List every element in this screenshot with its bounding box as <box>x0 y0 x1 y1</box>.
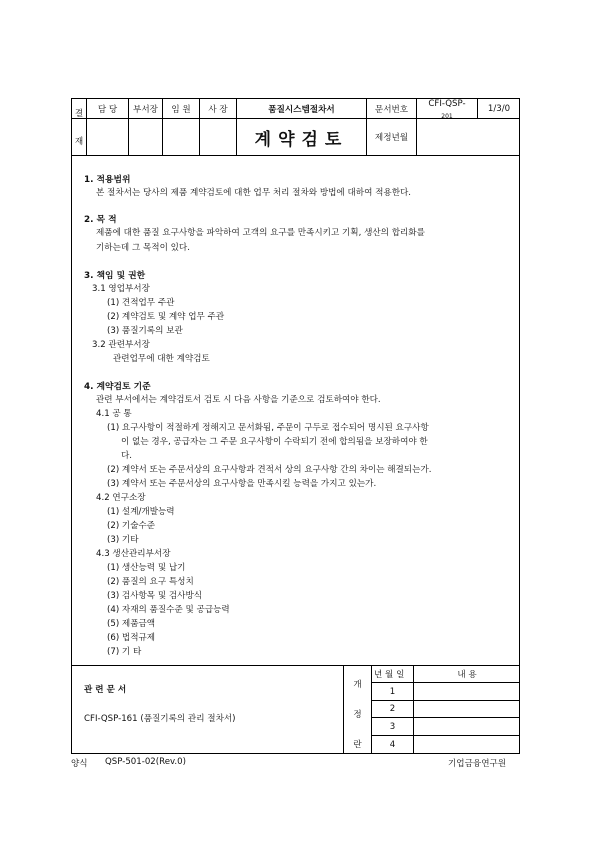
doc-number-value: CFI-QSP- <box>428 99 466 109</box>
approval-label-bottom: 재 <box>74 137 84 147</box>
list-item: (4) 자재의 품질수준 및 공급능력 <box>107 605 230 615</box>
section-3-2-text: 관련업무에 대한 계약검토 <box>113 354 210 364</box>
rev-number: 1 <box>389 686 396 697</box>
role-dept-head: 부서장 <box>133 104 158 115</box>
section-4-1: 4.1 공 통 <box>96 409 132 419</box>
list-item: (2) 계약서 또는 주문서상의 요구사항과 견적서 상의 요구사항 간의 차이는 해결되는가. <box>107 465 432 475</box>
revision-side-label: 정 <box>353 710 362 720</box>
list-item: (2) 기술수준 <box>107 521 156 531</box>
list-item: (7) 기 타 <box>107 647 142 657</box>
form-number: QSP-501-02(Rev.0) <box>105 757 186 767</box>
page-info: 1/3/0 <box>487 103 511 114</box>
section-4-title: 4. 계약검토 기준 <box>84 382 151 392</box>
list-item: (1) 요구사항이 적절하게 정해지고 문서화됨, 주문이 구두로 접수되어 명시된 요구사항 <box>107 423 429 433</box>
section-4-3: 4.3 생산관리부서장 <box>96 549 171 559</box>
revision-side-label: 개 <box>353 680 362 690</box>
document-title: 계약검토 <box>254 129 349 150</box>
system-title: 품질시스템절차서 <box>268 104 335 115</box>
role-president: 사 장 <box>208 104 228 115</box>
list-item: (1) 견적업무 주관 <box>107 298 175 308</box>
organization-name: 기업금융연구원 <box>448 759 507 769</box>
related-doc-link[interactable]: CFI-QSP-161 (품질기록의 관리 절차서) <box>84 714 236 724</box>
revision-side-label: 란 <box>353 740 362 750</box>
revision-date-label: 제정년월 <box>374 133 409 143</box>
list-item: (1) 설계/개발능력 <box>107 507 175 517</box>
list-item: (2) 계약검토 및 계약 업무 주관 <box>107 312 225 322</box>
list-item: (3) 품질기록의 보관 <box>107 326 183 336</box>
list-item: (3) 검사항목 및 검사방식 <box>107 591 203 601</box>
rev-number: 2 <box>389 704 396 714</box>
list-item: (1) 생산능력 및 납기 <box>107 563 186 573</box>
list-item: (2) 품질의 요구 특성치 <box>107 577 194 587</box>
section-1-text: 본 절차서는 당사의 제품 계약검토에 대한 업무 처리 절차와 방법에 대하여 적용한다. <box>96 188 412 198</box>
form-label: 양식 <box>71 759 88 769</box>
list-item: (5) 제품금액 <box>107 619 156 629</box>
section-2-text: 제품에 대한 품질 요구사항을 파악하여 고객의 요구를 만족시키고 기획, 생산의 합리화를 <box>96 228 425 238</box>
section-2-text-cont: 기하는데 그 목적이 있다. <box>96 243 190 253</box>
section-1-title: 1. 적용범위 <box>84 175 131 185</box>
section-3-title: 3. 책임 및 권한 <box>84 271 146 281</box>
section-3-1: 3.1 영업부서장 <box>92 284 150 294</box>
rev-number: 3 <box>389 721 396 732</box>
doc-number-overflow: 201 <box>441 113 453 118</box>
doc-number-label: 문서번호 <box>374 104 409 115</box>
list-item: (3) 계약서 또는 주문서상의 요구사항을 만족시킬 능력을 가지고 있는가. <box>107 479 377 489</box>
related-docs-label: 관 련 문 서 <box>84 685 127 695</box>
list-item-cont: 다. <box>121 451 133 461</box>
rev-header-content: 내 용 <box>457 670 477 680</box>
section-4-2: 4.2 연구소장 <box>96 493 146 503</box>
role-executive: 임 원 <box>171 104 191 115</box>
rev-header-date: 년 월 일 <box>374 670 405 680</box>
section-4-intro: 관련 부서에서는 계약검토서 검토 시 다음 사항을 기준으로 검토하여야 한다. <box>96 395 381 405</box>
rev-number: 4 <box>389 740 396 750</box>
list-item: (3) 기타 <box>107 535 139 545</box>
section-2-title: 2. 목 적 <box>84 215 117 225</box>
section-3-2: 3.2 관련부서장 <box>92 340 150 350</box>
approval-label-top: 결 <box>74 109 84 119</box>
list-item-cont: 이 없는 경우, 공급자는 그 주문 요구사항이 수락되기 전에 합의됨을 보장하여야 한 <box>121 437 428 447</box>
role-staff: 담 당 <box>97 104 118 115</box>
list-item: (6) 법적규제 <box>107 633 156 643</box>
